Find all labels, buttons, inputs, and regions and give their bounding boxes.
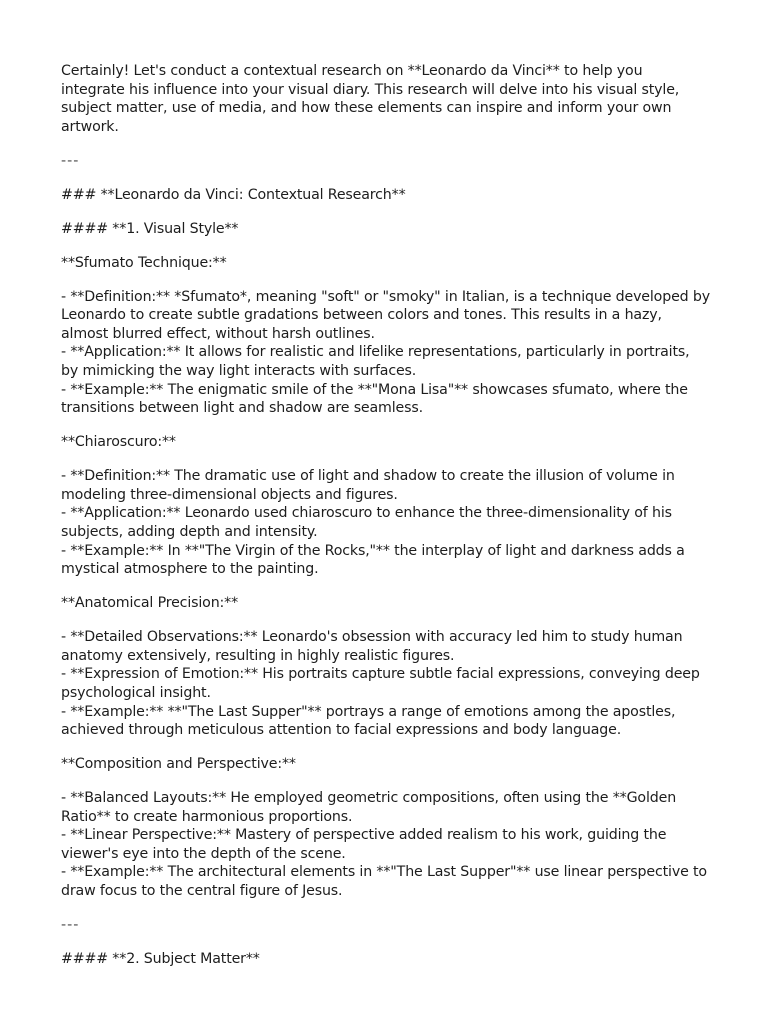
anatomy-list xyxy=(61,628,710,740)
chiaroscuro-title: **Chiaroscuro:** xyxy=(61,434,176,451)
list-item: - **Definition:** The dramatic use of light and shadow to create the illusion of volume in modeling three-dimensional objects and figures. xyxy=(61,468,675,503)
section-heading-visual-style: #### **1. Visual Style** xyxy=(61,220,239,237)
chiaroscuro-list xyxy=(61,467,710,579)
separator-bottom: --- xyxy=(61,917,80,934)
list-item: - **Example:** **"The Last Supper"** portrays a range of emotions among the apostles, achieved through meticulous attention to facial expressions and body language. xyxy=(61,703,676,739)
composition-list xyxy=(61,789,710,901)
section-heading-subject-matter: #### **2. Subject Matter** xyxy=(61,951,260,968)
list-item: - **Balanced Layouts:** He employed geometric compositions, often using the **Golden Ratio** to create harmonious proportions. xyxy=(61,790,677,825)
list-item: - **Example:** The architectural elements in **"The Last Supper"** use linear perspective to draw focus to the central figure of Jesus. xyxy=(61,864,707,900)
list-item: - **Detailed Observations:** Leonardo's obsession with accuracy led him to study human anatomy extensively, resulting in highly realistic figures. xyxy=(61,629,683,664)
list-item: - **Definition:** *Sfumato*, meaning "soft" or "smoky" in Italian, is a technique developed by Leonardo to create subtle gradations between colors and tones. This results in a hazy, almost blurred effect, without harsh outlines. xyxy=(61,288,710,342)
main-heading: ### **Leonardo da Vinci: Contextual Research** xyxy=(61,186,406,203)
list-item: - **Expression of Emotion:** His portraits capture subtle facial expressions, conveying deep psychological insight. xyxy=(61,666,700,701)
list-item: - **Application:** Leonardo used chiaroscuro to enhance the three-dimensionality of his subjects, adding depth and intensity. xyxy=(61,505,672,541)
separator-top: --- xyxy=(61,152,80,169)
list-item: - **Application:** It allows for realistic and lifelike representations, particularly in portraits, by mimicking the way light interacts with surfaces. xyxy=(61,344,690,380)
anatomy-title: **Anatomical Precision:** xyxy=(61,595,239,612)
intro-paragraph: Certainly! Let's conduct a contextual research on **Leonardo da Vinci** to help you integrate his influence into your visual diary. This research will delve into his visual style, subject matter, use of media, and how these elements can inspire and inform your own artwork. xyxy=(61,63,684,135)
list-item: - **Example:** In **"The Virgin of the Rocks,"** the interplay of light and darkness adds a mystical atmosphere to the painting. xyxy=(61,542,685,578)
list-item: - **Example:** The enigmatic smile of the **"Mona Lisa"** showcases sfumato, where the transitions between light and shadow are seamless. xyxy=(61,381,688,417)
sfumato-title: **Sfumato Technique:** xyxy=(61,254,227,271)
sfumato-list xyxy=(61,288,710,418)
list-item: - **Linear Perspective:** Mastery of perspective added realism to his work, guiding the viewer's eye into the depth of the scene. xyxy=(61,827,667,862)
composition-title: **Composition and Perspective:** xyxy=(61,756,296,773)
